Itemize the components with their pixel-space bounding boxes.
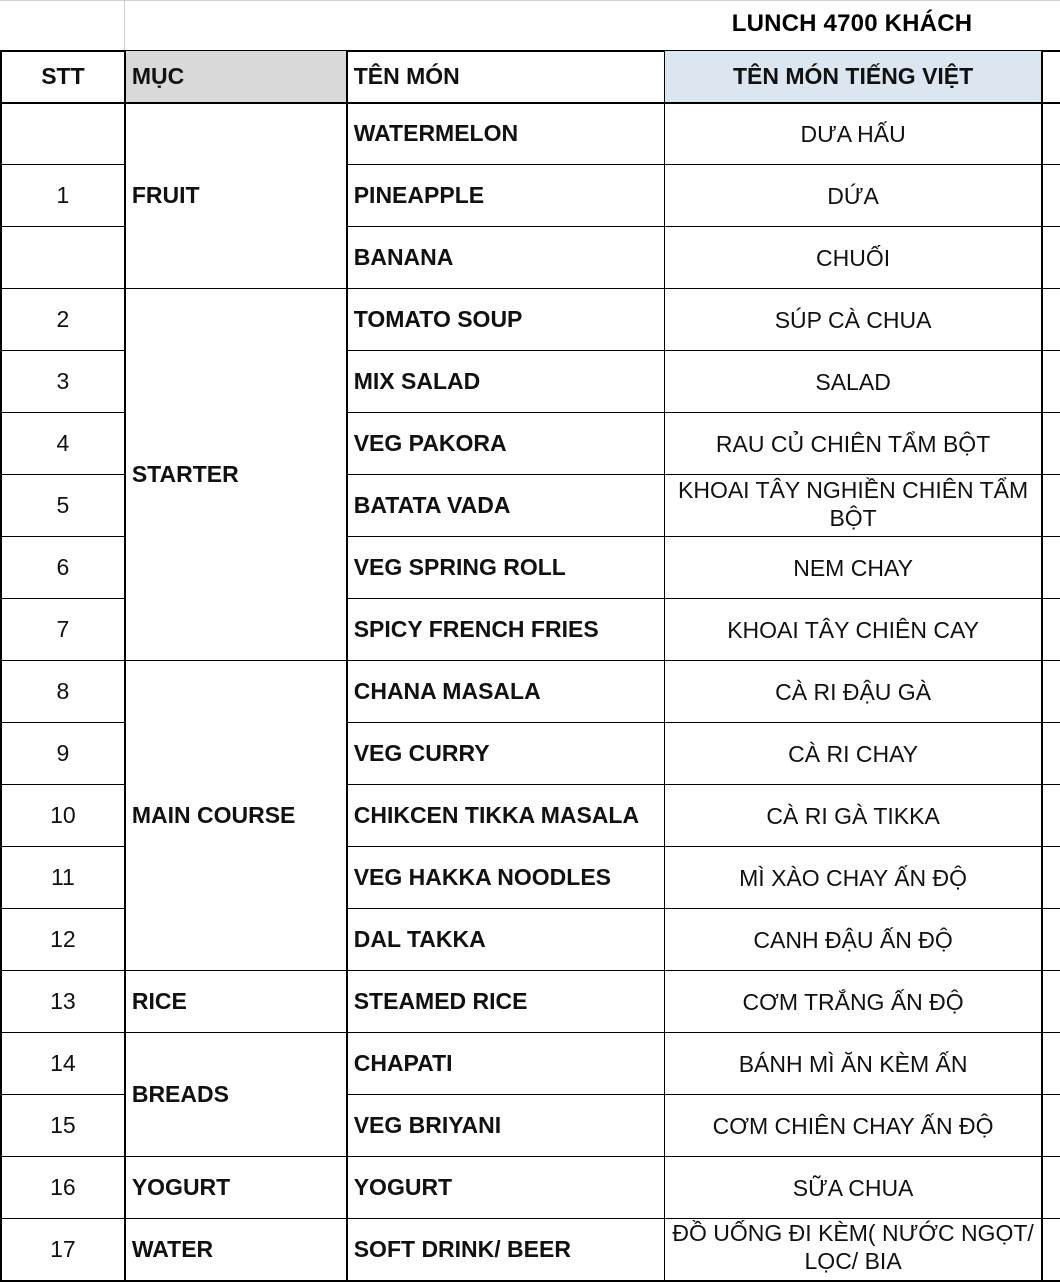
dish-name-vietnamese-cell[interactable] [665, 1219, 1042, 1281]
dish-name-cell[interactable]: CHIKCEN TIKKA MASALA [347, 785, 665, 847]
title-row [0, 0, 1060, 52]
gridline [0, 0, 1060, 1]
dish-name-cell[interactable]: BATATA VADA [347, 475, 665, 537]
extra-cell[interactable] [1042, 289, 1060, 351]
header-ten-mon[interactable]: TÊN MÓN [347, 51, 665, 103]
header-extra-cell[interactable] [1042, 51, 1060, 103]
dish-name-vietnamese-cell[interactable]: CHUỐI [665, 227, 1042, 289]
dish-name-vietnamese-cell[interactable]: BÁNH MÌ ĂN KÈM ẤN [665, 1033, 1042, 1095]
dish-name-vietnamese-cell[interactable]: DƯA HẤU [665, 103, 1042, 165]
category-cell[interactable]: MAIN COURSE [125, 661, 347, 971]
header-ten-mon-viet[interactable]: TÊN MÓN TIẾNG VIỆT [665, 51, 1042, 103]
dish-name-cell[interactable]: VEG BRIYANI [347, 1095, 665, 1157]
extra-cell[interactable] [1042, 1219, 1060, 1281]
stt-cell[interactable]: 13 [1, 971, 125, 1033]
dish-name-vietnamese-cell[interactable]: CÀ RI ĐẬU GÀ [665, 661, 1042, 723]
dish-name-vietnamese-cell[interactable]: DỨA [665, 165, 1042, 227]
stt-cell[interactable]: 17 [1, 1219, 125, 1281]
dish-name-cell[interactable]: MIX SALAD [347, 351, 665, 413]
dish-name-vietnamese-cell[interactable]: MÌ XÀO CHAY ẤN ĐỘ [665, 847, 1042, 909]
extra-cell[interactable] [1042, 537, 1060, 599]
dish-name-vietnamese-cell[interactable] [665, 475, 1042, 537]
dish-name-cell[interactable]: CHAPATI [347, 1033, 665, 1095]
extra-cell[interactable] [1042, 1033, 1060, 1095]
category-cell[interactable]: BREADS [125, 1033, 347, 1157]
stt-cell[interactable]: 11 [1, 847, 125, 909]
extra-cell[interactable] [1042, 909, 1060, 971]
menu-table [0, 50, 1060, 1282]
dish-name-cell[interactable]: VEG CURRY [347, 723, 665, 785]
dish-name-cell[interactable]: SOFT DRINK/ BEER [347, 1219, 665, 1281]
category-cell[interactable]: FRUIT [125, 103, 347, 289]
extra-cell[interactable] [1042, 785, 1060, 847]
stt-cell[interactable]: 3 [1, 351, 125, 413]
dish-name-vietnamese-cell[interactable]: CƠM CHIÊN CHAY ẤN ĐỘ [665, 1095, 1042, 1157]
category-cell[interactable]: WATER [125, 1219, 347, 1281]
category-cell[interactable]: STARTER [125, 289, 347, 661]
extra-cell[interactable] [1042, 1157, 1060, 1219]
stt-cell[interactable]: 5 [1, 475, 125, 537]
dish-name-vietnamese-cell[interactable]: KHOAI TÂY CHIÊN CAY [665, 599, 1042, 661]
stt-cell[interactable]: 10 [1, 785, 125, 847]
dish-name-vietnamese-cell[interactable]: NEM CHAY [665, 537, 1042, 599]
extra-cell[interactable] [1042, 971, 1060, 1033]
dish-name-vietnamese-cell[interactable]: SÚP CÀ CHUA [665, 289, 1042, 351]
header-muc[interactable]: MỤC [125, 51, 347, 103]
dish-name-cell[interactable]: DAL TAKKA [347, 909, 665, 971]
stt-cell[interactable]: 8 [1, 661, 125, 723]
extra-cell[interactable] [1042, 227, 1060, 289]
table-row [1, 103, 1060, 165]
table-row [1, 1157, 1060, 1219]
dish-name-vietnamese-text: ĐỒ UỐNG ĐI KÈM( NƯỚC NGỌT/ LỌC/ BIA [672, 1220, 1034, 1275]
dish-name-cell[interactable]: TOMATO SOUP [347, 289, 665, 351]
dish-name-cell[interactable]: BANANA [347, 227, 665, 289]
dish-name-cell[interactable]: SPICY FRENCH FRIES [347, 599, 665, 661]
dish-name-vietnamese-cell[interactable]: RAU CỦ CHIÊN TẨM BỘT [665, 413, 1042, 475]
stt-cell[interactable]: 6 [1, 537, 125, 599]
stt-cell[interactable]: 4 [1, 413, 125, 475]
table-row [1, 289, 1060, 351]
extra-cell[interactable] [1042, 475, 1060, 537]
stt-cell[interactable]: 12 [1, 909, 125, 971]
extra-cell[interactable] [1042, 103, 1060, 165]
dish-name-vietnamese-cell[interactable]: CÀ RI GÀ TIKKA [665, 785, 1042, 847]
dish-name-cell[interactable]: VEG SPRING ROLL [347, 537, 665, 599]
table-row [1, 661, 1060, 723]
table-row [1, 1033, 1060, 1095]
header-stt[interactable]: STT [1, 51, 125, 103]
extra-cell[interactable] [1042, 661, 1060, 723]
dish-name-vietnamese-cell[interactable]: SỮA CHUA [665, 1157, 1042, 1219]
stt-cell[interactable]: 7 [1, 599, 125, 661]
stt-cell[interactable]: 2 [1, 289, 125, 351]
stt-cell[interactable] [1, 227, 125, 289]
stt-cell[interactable]: 1 [1, 165, 125, 227]
sheet-title[interactable]: LUNCH 4700 KHÁCH [731, 10, 973, 37]
dish-name-vietnamese-text: KHOAI TÂY NGHIỀN CHIÊN TẨM BỘT [678, 476, 1029, 531]
table-row [1, 971, 1060, 1033]
extra-cell[interactable] [1042, 1095, 1060, 1157]
extra-cell[interactable] [1042, 847, 1060, 909]
dish-name-cell[interactable]: YOGURT [347, 1157, 665, 1219]
category-cell[interactable]: RICE [125, 971, 347, 1033]
header-row [1, 51, 1060, 103]
extra-cell[interactable] [1042, 723, 1060, 785]
dish-name-cell[interactable]: WATERMELON [347, 103, 665, 165]
dish-name-cell[interactable]: VEG PAKORA [347, 413, 665, 475]
stt-cell[interactable]: 9 [1, 723, 125, 785]
table-row [1, 1219, 1060, 1281]
gridline [124, 0, 125, 50]
stt-cell[interactable]: 14 [1, 1033, 125, 1095]
extra-cell[interactable] [1042, 165, 1060, 227]
dish-name-cell[interactable]: CHANA MASALA [347, 661, 665, 723]
menu-body [1, 103, 1060, 1281]
extra-cell[interactable] [1042, 413, 1060, 475]
dish-name-vietnamese-cell[interactable]: CÀ RI CHAY [665, 723, 1042, 785]
dish-name-cell[interactable]: VEG HAKKA NOODLES [347, 847, 665, 909]
dish-name-vietnamese-cell[interactable]: SALAD [665, 351, 1042, 413]
stt-cell[interactable]: 16 [1, 1157, 125, 1219]
stt-cell[interactable]: 15 [1, 1095, 125, 1157]
extra-cell[interactable] [1042, 351, 1060, 413]
dish-name-cell[interactable]: STEAMED RICE [347, 971, 665, 1033]
category-cell[interactable]: YOGURT [125, 1157, 347, 1219]
extra-cell[interactable] [1042, 599, 1060, 661]
dish-name-cell[interactable]: PINEAPPLE [347, 165, 665, 227]
dish-name-vietnamese-cell[interactable]: CƠM TRẮNG ẤN ĐỘ [665, 971, 1042, 1033]
dish-name-vietnamese-cell[interactable]: CANH ĐẬU ẤN ĐỘ [665, 909, 1042, 971]
stt-cell[interactable] [1, 103, 125, 165]
